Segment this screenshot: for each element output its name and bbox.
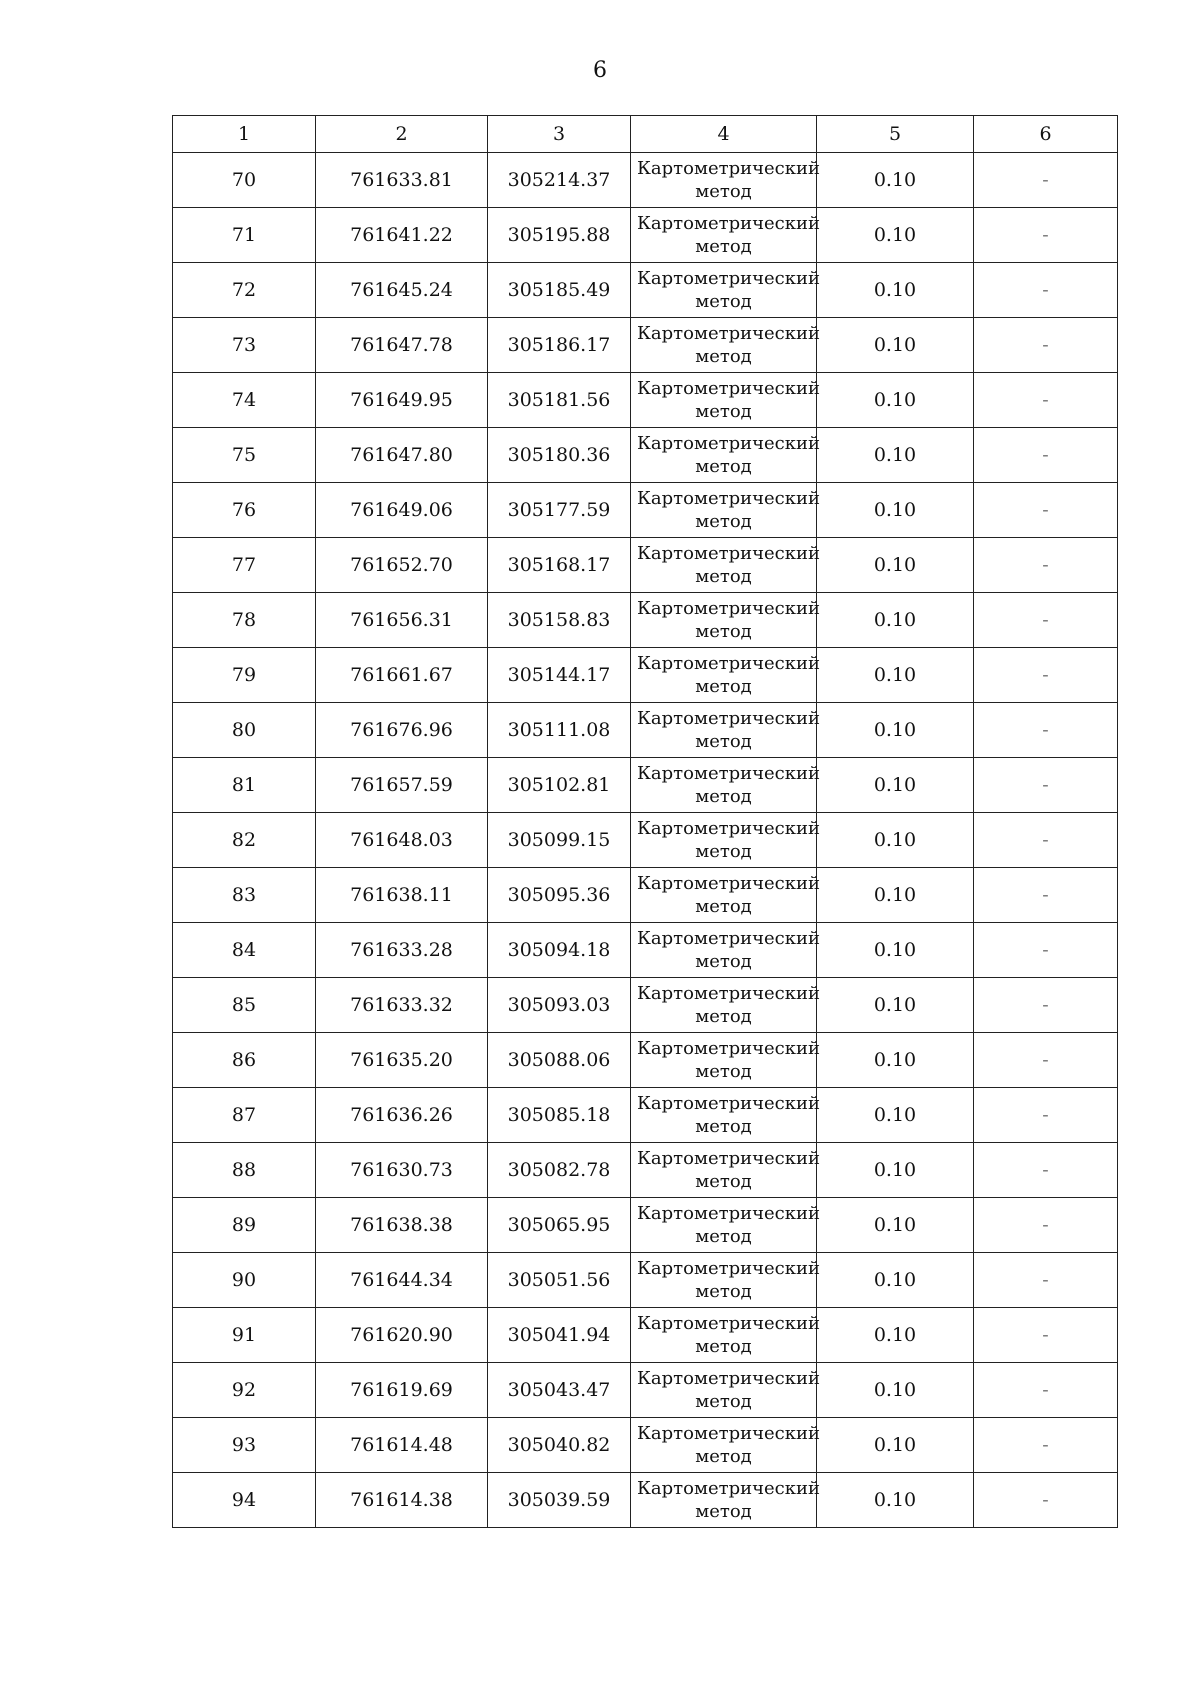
x-coordinate-cell: 761633.28: [316, 923, 488, 978]
method-cell: Картометрический метод: [631, 1418, 817, 1473]
accuracy-cell: 0.10: [817, 1363, 974, 1418]
method-cell: Картометрический метод: [631, 1143, 817, 1198]
point-number-cell: 83: [173, 868, 316, 923]
y-coordinate-cell: 305095.36: [488, 868, 631, 923]
method-cell: Картометрический метод: [631, 263, 817, 318]
note-cell: -: [974, 153, 1118, 208]
table-row: [173, 648, 1118, 703]
method-cell: Картометрический метод: [631, 483, 817, 538]
accuracy-cell: 0.10: [817, 1473, 974, 1528]
y-coordinate-cell: 305177.59: [488, 483, 631, 538]
column-header: 5: [817, 116, 974, 153]
method-cell: Картометрический метод: [631, 1308, 817, 1363]
method-cell: Картометрический метод: [631, 1088, 817, 1143]
x-coordinate-cell: 761648.03: [316, 813, 488, 868]
x-coordinate-cell: 761647.80: [316, 428, 488, 483]
x-coordinate-cell: 761656.31: [316, 593, 488, 648]
accuracy-cell: 0.10: [817, 318, 974, 373]
accuracy-cell: 0.10: [817, 153, 974, 208]
method-cell: Картометрический метод: [631, 1033, 817, 1088]
point-number-cell: 73: [173, 318, 316, 373]
accuracy-cell: 0.10: [817, 648, 974, 703]
note-cell: -: [974, 593, 1118, 648]
note-cell: -: [974, 1473, 1118, 1528]
accuracy-cell: 0.10: [817, 1198, 974, 1253]
point-number-cell: 81: [173, 758, 316, 813]
y-coordinate-cell: 305082.78: [488, 1143, 631, 1198]
method-cell: Картометрический метод: [631, 318, 817, 373]
method-cell: Картометрический метод: [631, 978, 817, 1033]
y-coordinate-cell: 305102.81: [488, 758, 631, 813]
note-cell: -: [974, 1198, 1118, 1253]
note-cell: -: [974, 923, 1118, 978]
column-header: 2: [316, 116, 488, 153]
method-cell: Картометрический метод: [631, 1253, 817, 1308]
x-coordinate-cell: 761638.11: [316, 868, 488, 923]
note-cell: -: [974, 318, 1118, 373]
table-row: [173, 483, 1118, 538]
note-cell: -: [974, 813, 1118, 868]
method-cell: Картометрический метод: [631, 1198, 817, 1253]
accuracy-cell: 0.10: [817, 1308, 974, 1363]
table-row: [173, 208, 1118, 263]
accuracy-cell: 0.10: [817, 263, 974, 318]
table-row: [173, 978, 1118, 1033]
table-row: [173, 428, 1118, 483]
y-coordinate-cell: 305039.59: [488, 1473, 631, 1528]
x-coordinate-cell: 761633.81: [316, 153, 488, 208]
accuracy-cell: 0.10: [817, 208, 974, 263]
y-coordinate-cell: 305181.56: [488, 373, 631, 428]
accuracy-cell: 0.10: [817, 758, 974, 813]
accuracy-cell: 0.10: [817, 1033, 974, 1088]
note-cell: -: [974, 1143, 1118, 1198]
method-cell: Картометрический метод: [631, 373, 817, 428]
header-row: [173, 116, 1118, 153]
point-number-cell: 77: [173, 538, 316, 593]
x-coordinate-cell: 761635.20: [316, 1033, 488, 1088]
method-cell: Картометрический метод: [631, 208, 817, 263]
point-number-cell: 79: [173, 648, 316, 703]
table-row: [173, 318, 1118, 373]
table-row: [173, 153, 1118, 208]
table-row: [173, 1253, 1118, 1308]
note-cell: -: [974, 1088, 1118, 1143]
accuracy-cell: 0.10: [817, 1088, 974, 1143]
table-header: [173, 116, 1118, 153]
x-coordinate-cell: 761657.59: [316, 758, 488, 813]
y-coordinate-cell: 305088.06: [488, 1033, 631, 1088]
method-cell: Картометрический метод: [631, 1363, 817, 1418]
note-cell: -: [974, 758, 1118, 813]
method-cell: Картометрический метод: [631, 923, 817, 978]
y-coordinate-cell: 305195.88: [488, 208, 631, 263]
y-coordinate-cell: 305093.03: [488, 978, 631, 1033]
method-cell: Картометрический метод: [631, 703, 817, 758]
y-coordinate-cell: 305180.36: [488, 428, 631, 483]
y-coordinate-cell: 305214.37: [488, 153, 631, 208]
table-row: [173, 1363, 1118, 1418]
x-coordinate-cell: 761620.90: [316, 1308, 488, 1363]
accuracy-cell: 0.10: [817, 1418, 974, 1473]
table-body: [173, 153, 1118, 1528]
y-coordinate-cell: 305043.47: [488, 1363, 631, 1418]
y-coordinate-cell: 305158.83: [488, 593, 631, 648]
x-coordinate-cell: 761649.95: [316, 373, 488, 428]
x-coordinate-cell: 761630.73: [316, 1143, 488, 1198]
point-number-cell: 74: [173, 373, 316, 428]
accuracy-cell: 0.10: [817, 978, 974, 1033]
note-cell: -: [974, 1308, 1118, 1363]
point-number-cell: 93: [173, 1418, 316, 1473]
method-cell: Картометрический метод: [631, 758, 817, 813]
note-cell: -: [974, 373, 1118, 428]
x-coordinate-cell: 761641.22: [316, 208, 488, 263]
x-coordinate-cell: 761644.34: [316, 1253, 488, 1308]
point-number-cell: 82: [173, 813, 316, 868]
note-cell: -: [974, 1253, 1118, 1308]
note-cell: -: [974, 483, 1118, 538]
accuracy-cell: 0.10: [817, 538, 974, 593]
note-cell: -: [974, 648, 1118, 703]
table-row: [173, 1418, 1118, 1473]
y-coordinate-cell: 305185.49: [488, 263, 631, 318]
method-cell: Картометрический метод: [631, 593, 817, 648]
table-row: [173, 1308, 1118, 1363]
y-coordinate-cell: 305168.17: [488, 538, 631, 593]
x-coordinate-cell: 761614.48: [316, 1418, 488, 1473]
note-cell: -: [974, 868, 1118, 923]
page-number: 6: [593, 58, 607, 83]
method-cell: Картометрический метод: [631, 538, 817, 593]
point-number-cell: 75: [173, 428, 316, 483]
y-coordinate-cell: 305041.94: [488, 1308, 631, 1363]
column-header: 6: [974, 116, 1118, 153]
note-cell: -: [974, 208, 1118, 263]
table-row: [173, 1033, 1118, 1088]
y-coordinate-cell: 305085.18: [488, 1088, 631, 1143]
x-coordinate-cell: 761638.38: [316, 1198, 488, 1253]
column-header: 3: [488, 116, 631, 153]
table-row: [173, 868, 1118, 923]
y-coordinate-cell: 305144.17: [488, 648, 631, 703]
table-row: [173, 703, 1118, 758]
accuracy-cell: 0.10: [817, 923, 974, 978]
method-cell: Картометрический метод: [631, 1473, 817, 1528]
method-cell: Картометрический метод: [631, 813, 817, 868]
table-row: [173, 813, 1118, 868]
accuracy-cell: 0.10: [817, 483, 974, 538]
accuracy-cell: 0.10: [817, 593, 974, 648]
table-row: [173, 923, 1118, 978]
accuracy-cell: 0.10: [817, 428, 974, 483]
point-number-cell: 85: [173, 978, 316, 1033]
point-number-cell: 88: [173, 1143, 316, 1198]
point-number-cell: 70: [173, 153, 316, 208]
accuracy-cell: 0.10: [817, 703, 974, 758]
point-number-cell: 86: [173, 1033, 316, 1088]
accuracy-cell: 0.10: [817, 1143, 974, 1198]
y-coordinate-cell: 305111.08: [488, 703, 631, 758]
point-number-cell: 92: [173, 1363, 316, 1418]
note-cell: -: [974, 1033, 1118, 1088]
table-row: [173, 538, 1118, 593]
x-coordinate-cell: 761676.96: [316, 703, 488, 758]
note-cell: -: [974, 703, 1118, 758]
column-header: 4: [631, 116, 817, 153]
y-coordinate-cell: 305186.17: [488, 318, 631, 373]
y-coordinate-cell: 305065.95: [488, 1198, 631, 1253]
accuracy-cell: 0.10: [817, 813, 974, 868]
point-number-cell: 72: [173, 263, 316, 318]
table-row: [173, 1143, 1118, 1198]
table-row: [173, 373, 1118, 428]
coordinates-table: [172, 115, 1118, 1528]
x-coordinate-cell: 761619.69: [316, 1363, 488, 1418]
table-row: [173, 758, 1118, 813]
note-cell: -: [974, 263, 1118, 318]
x-coordinate-cell: 761661.67: [316, 648, 488, 703]
y-coordinate-cell: 305094.18: [488, 923, 631, 978]
method-cell: Картометрический метод: [631, 868, 817, 923]
method-cell: Картометрический метод: [631, 648, 817, 703]
point-number-cell: 84: [173, 923, 316, 978]
x-coordinate-cell: 761614.38: [316, 1473, 488, 1528]
x-coordinate-cell: 761645.24: [316, 263, 488, 318]
table-row: [173, 593, 1118, 648]
y-coordinate-cell: 305040.82: [488, 1418, 631, 1473]
table-row: [173, 1088, 1118, 1143]
x-coordinate-cell: 761652.70: [316, 538, 488, 593]
point-number-cell: 71: [173, 208, 316, 263]
table-row: [173, 263, 1118, 318]
note-cell: -: [974, 1363, 1118, 1418]
x-coordinate-cell: 761636.26: [316, 1088, 488, 1143]
table-row: [173, 1198, 1118, 1253]
y-coordinate-cell: 305051.56: [488, 1253, 631, 1308]
note-cell: -: [974, 428, 1118, 483]
x-coordinate-cell: 761633.32: [316, 978, 488, 1033]
table-row: [173, 1473, 1118, 1528]
point-number-cell: 90: [173, 1253, 316, 1308]
accuracy-cell: 0.10: [817, 1253, 974, 1308]
note-cell: -: [974, 538, 1118, 593]
point-number-cell: 80: [173, 703, 316, 758]
note-cell: -: [974, 978, 1118, 1033]
accuracy-cell: 0.10: [817, 373, 974, 428]
point-number-cell: 87: [173, 1088, 316, 1143]
point-number-cell: 76: [173, 483, 316, 538]
method-cell: Картометрический метод: [631, 428, 817, 483]
column-header: 1: [173, 116, 316, 153]
x-coordinate-cell: 761647.78: [316, 318, 488, 373]
point-number-cell: 91: [173, 1308, 316, 1363]
accuracy-cell: 0.10: [817, 868, 974, 923]
method-cell: Картометрический метод: [631, 153, 817, 208]
point-number-cell: 89: [173, 1198, 316, 1253]
x-coordinate-cell: 761649.06: [316, 483, 488, 538]
note-cell: -: [974, 1418, 1118, 1473]
y-coordinate-cell: 305099.15: [488, 813, 631, 868]
point-number-cell: 94: [173, 1473, 316, 1528]
point-number-cell: 78: [173, 593, 316, 648]
